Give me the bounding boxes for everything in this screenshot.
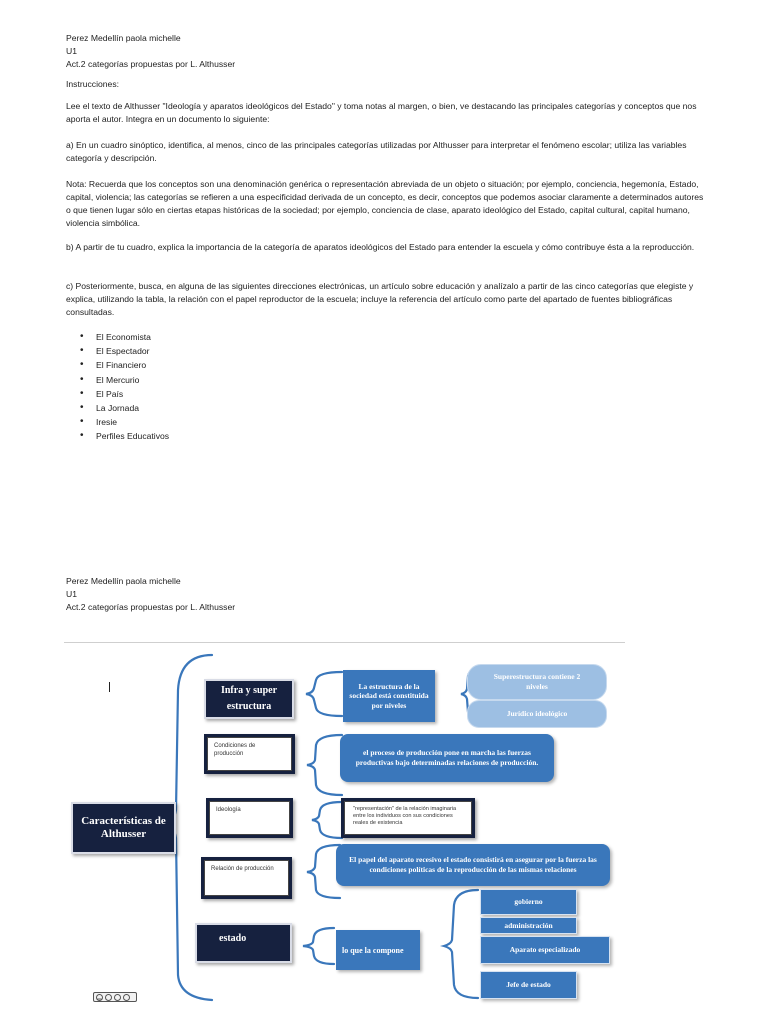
list-item: • La Jornada [96, 401, 169, 415]
node-condiciones: Condiciones de producción [207, 737, 292, 771]
instructions-label: Instrucciones: [66, 79, 120, 89]
author-name-2: Perez Medellín paola michelle [66, 576, 181, 586]
list-item: • El Financiero [96, 358, 169, 372]
brace-n1 [306, 672, 342, 716]
node-superestructura: Superestructura contiene 2 niveles [467, 664, 607, 700]
node-jefe-estado: Jefe de estado [480, 971, 577, 999]
paragraph-c: c) Posteriormente, busca, en alguna de las siguientes direcciones electrónicas, un artículo sobre educación y analízalo a partir de las cinco categorías que elegiste y explica, utilizando la tabla, la relación con el papel reproductor de la escuela; incluye la referencia del artículo como parte del apartado de fuentes bibliográficas consultadas. [66, 281, 694, 317]
node-estado-desc: lo que la compone [336, 930, 420, 970]
author-name: Perez Medellín paola michelle [66, 33, 181, 43]
cc-icon: cc [97, 995, 102, 1001]
node-relacion: Relación de producción [204, 860, 289, 896]
node-aparato-especializado: Aparato especializado [480, 936, 610, 964]
node-condiciones-desc: el proceso de producción pone en marcha las fuerzas productivas bajo determinadas relaciones de producción. [340, 734, 554, 782]
list-item: • Perfiles Educativos [96, 429, 169, 443]
unit-label-2: U1 [66, 589, 77, 599]
by-icon [105, 994, 112, 1001]
node-relacion-frame [201, 857, 292, 899]
root-node: Características de Althusser [71, 802, 176, 854]
brace-n2 [307, 735, 342, 795]
license-badge [93, 992, 137, 1002]
list-item: • El País [96, 387, 169, 401]
nd-icon [123, 994, 130, 1001]
paragraph-note: Nota: Recuerda que los conceptos son una denominación genérica o representación abreviada de un objeto o situación; por ejemplo, conciencia, hegemonía, Estado, capital, violencia; las categorías se refieren a una especificidad derivada de un concepto, es decir, conceptos que podemos asociar claramente a determinados autores o que tienen lugar sólo en ciertas etapas históricas de la sociedad; por ejemplo, conciencia de clase, aparato ideológico del Estado, capital cultural, capital humano, violencia simbólica. [66, 179, 704, 228]
nc-icon [114, 994, 121, 1001]
activity-title: Act.2 categorías propuestas por L. Althusser [66, 59, 236, 69]
node-estado: estado [195, 923, 292, 963]
node-ideologia: Ideología [209, 801, 290, 835]
paragraph-b: b) A partir de tu cuadro, explica la importancia de la categoría de aparatos ideológicos del Estado para entender la escuela y cómo contribuye ésta a la reproducción. [66, 242, 695, 252]
node-gobierno: gobierno [480, 889, 577, 915]
node-juridico: Jurídico ideológico [467, 700, 607, 728]
brace-n3 [312, 802, 342, 838]
text-cursor [109, 682, 110, 692]
activity-title-2: Act.2 categorías propuestas por L. Althusser [66, 602, 236, 612]
paragraph-a: a) En un cuadro sinóptico, identifica, al menos, cinco de las principales categorías utilizadas por Althusser para interpretar el fenómeno escolar; utiliza las variables categoría y descripción. [66, 140, 687, 163]
node-ideologia-frame [206, 798, 293, 838]
brace-n5-sub [444, 890, 478, 998]
node-ideologia-desc: "representación" de la relación imaginaria entre los individuos con sus condiciones reales de existencia [344, 801, 472, 835]
list-item: • El Economista [96, 330, 169, 344]
unit-label: U1 [66, 46, 77, 56]
node-infra-super: Infra y super estructura [204, 679, 294, 719]
list-item: • Iresie [96, 415, 169, 429]
brace-n5 [303, 928, 334, 964]
node-ideologia-desc-frame [341, 798, 475, 838]
node-relacion-desc: El papel del aparato recesivo el estado consistirá en asegurar por la fuerza las condiciones políticas de la reproducción de las mismas relaciones [336, 844, 610, 886]
list-item: • El Espectador [96, 344, 169, 358]
node-administracion: administración [480, 917, 577, 934]
node-condiciones-frame [204, 734, 295, 774]
list-item: • El Mercurio [96, 373, 169, 387]
paragraph-intro: Lee el texto de Althusser "Ideología y aparatos ideológicos del Estado" y toma notas al margen, o bien, ve destacando las principales categorías y conceptos que nos aporta el autor. Integra en un documento lo siguiente: [66, 101, 697, 124]
node-infra-desc: La estructura de la sociedad está constituida por niveles [343, 670, 435, 722]
